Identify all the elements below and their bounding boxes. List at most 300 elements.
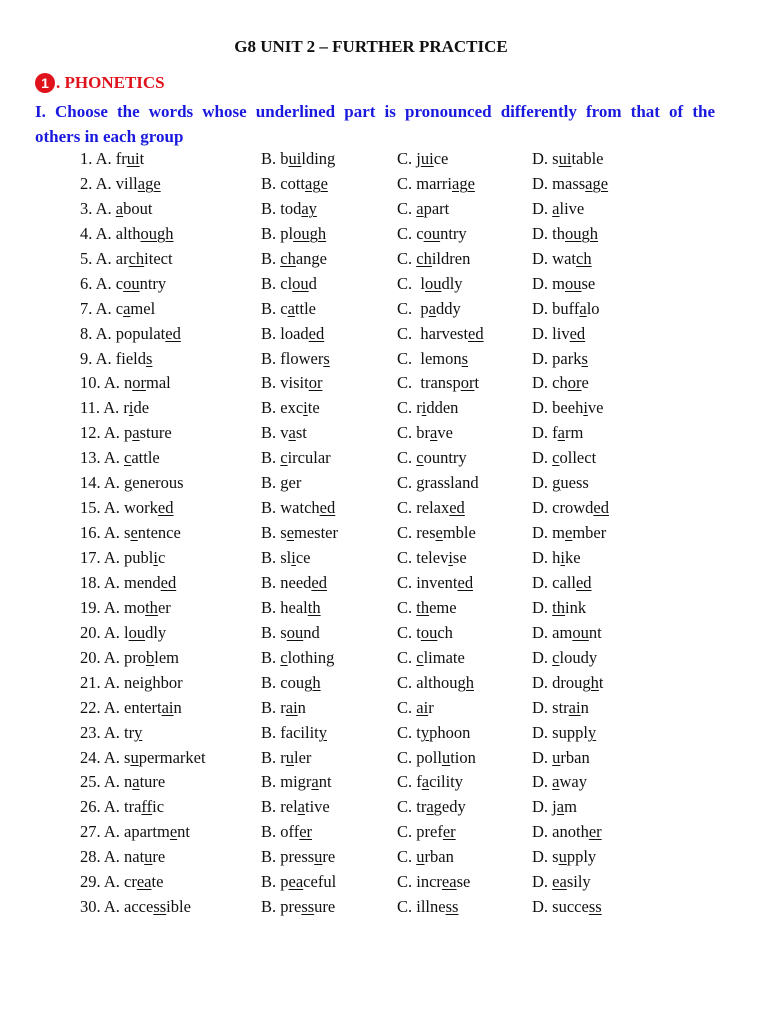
- option-a: [80, 820, 190, 845]
- word-part: C. lemon: [397, 348, 462, 368]
- option-b: [261, 396, 320, 421]
- word-part: d: [308, 273, 317, 293]
- underlined-part: u: [552, 747, 561, 767]
- underlined-part: gh: [304, 672, 321, 692]
- question-number: 8.: [80, 323, 96, 343]
- option-d: [532, 347, 588, 372]
- word-part: ible: [166, 897, 191, 917]
- option-d: [532, 396, 604, 421]
- underlined-part: u: [558, 847, 567, 867]
- option-c: [397, 322, 484, 347]
- word-part: phoon: [429, 722, 471, 742]
- underlined-part: ss: [445, 897, 459, 917]
- word-part: D. drou: [532, 672, 583, 692]
- question-row: [0, 621, 768, 646]
- word-part: C.: [397, 198, 417, 218]
- word-part: way: [559, 772, 587, 792]
- word-part: D. j: [532, 797, 557, 817]
- option-b: [261, 870, 336, 895]
- underlined-part: g: [552, 473, 561, 493]
- word-part: A. work: [103, 498, 158, 518]
- question-number: 20.: [80, 647, 104, 667]
- option-c: [397, 546, 467, 571]
- option-a: [80, 721, 142, 746]
- underlined-part: ss: [153, 897, 167, 917]
- option-b: [261, 172, 328, 197]
- word-part: C. r: [397, 398, 422, 418]
- word-part: B. p: [261, 872, 289, 892]
- option-c: [397, 895, 458, 920]
- option-c: [397, 347, 468, 372]
- option-c: [397, 721, 470, 746]
- word-part: B.: [261, 248, 281, 268]
- option-a: [80, 646, 179, 671]
- word-part: enerous: [132, 473, 184, 493]
- option-a: [80, 396, 149, 421]
- word-part: ve: [587, 398, 604, 418]
- underlined-part: a: [311, 772, 319, 792]
- underlined-part: ou: [565, 273, 582, 293]
- word-part: C.: [397, 697, 417, 717]
- section-number-badge: 1: [35, 73, 55, 93]
- option-d: [532, 446, 596, 471]
- word-part: nd: [303, 622, 320, 642]
- word-part: ircular: [287, 448, 331, 468]
- question-row: [0, 396, 768, 421]
- option-b: [261, 895, 335, 920]
- underlined-part: ui: [558, 149, 572, 168]
- option-d: [532, 845, 596, 870]
- section-heading: [35, 73, 165, 93]
- option-b: [261, 646, 334, 671]
- underlined-part: th: [552, 597, 566, 617]
- underlined-part: age: [137, 173, 161, 193]
- page-title: G8 UNIT 2 – FURTHER PRACTICE: [234, 37, 508, 56]
- word-part: limate: [423, 647, 465, 667]
- word-part: D. call: [532, 572, 576, 592]
- underlined-part: s: [146, 348, 153, 368]
- word-part: C. telev: [397, 548, 449, 567]
- option-c: [397, 297, 461, 322]
- option-d: [532, 197, 584, 222]
- word-part: A. s: [103, 523, 131, 543]
- word-part: ountry: [423, 448, 467, 468]
- word-part: D. m: [532, 523, 565, 543]
- underlined-part: ough: [293, 223, 327, 243]
- option-c: [397, 197, 449, 222]
- option-d: [532, 721, 596, 746]
- question-list: [0, 147, 768, 920]
- word-part: ddy: [435, 298, 461, 318]
- word-part: pply: [566, 847, 597, 867]
- question-number: 2.: [80, 173, 96, 193]
- option-d: [532, 795, 577, 820]
- question-number: 20.: [80, 622, 104, 642]
- word-part: A. entert: [103, 697, 162, 717]
- word-part: B. s: [261, 622, 287, 642]
- underlined-part: ui: [126, 149, 140, 168]
- underlined-part: ui: [420, 149, 434, 168]
- question-number: 16.: [80, 523, 104, 543]
- option-b: [261, 446, 331, 471]
- word-part: bout: [123, 198, 153, 218]
- word-part: attle: [131, 448, 160, 468]
- word-part: dly: [441, 273, 463, 293]
- option-c: [397, 421, 453, 446]
- underlined-part: c: [416, 448, 424, 468]
- option-a: [80, 272, 166, 297]
- word-part: B. r: [261, 747, 286, 767]
- word-part: er: [288, 473, 302, 493]
- word-part: dden: [426, 398, 459, 418]
- question-number: 29.: [80, 872, 104, 892]
- word-part: ce: [433, 149, 449, 168]
- underlined-part: th: [307, 597, 321, 617]
- option-c: [397, 696, 434, 721]
- word-part: nt: [318, 772, 332, 792]
- word-part: ink: [565, 597, 587, 617]
- word-part: D. liv: [532, 323, 570, 343]
- word-part: C. relax: [397, 498, 450, 518]
- underlined-part: ch: [128, 248, 145, 268]
- word-part: se: [581, 273, 596, 293]
- word-part: c: [157, 548, 166, 567]
- question-number: 6.: [80, 273, 96, 293]
- word-part: B. pl: [261, 223, 294, 243]
- word-part: B. off: [261, 822, 300, 842]
- underlined-part: e: [565, 523, 573, 543]
- question-number: 30.: [80, 897, 104, 917]
- underlined-part: a: [428, 298, 436, 318]
- option-c: [397, 247, 470, 272]
- word-part: B. r: [261, 697, 286, 717]
- underlined-part: ff: [141, 797, 153, 817]
- option-b: [261, 746, 311, 771]
- question-number: 12.: [80, 423, 104, 443]
- underlined-part: c: [280, 647, 288, 667]
- word-part: B. cou: [261, 672, 305, 692]
- option-b: [261, 671, 321, 696]
- underlined-part: ed: [311, 572, 327, 592]
- word-part: C. j: [397, 149, 421, 168]
- word-part: rassland: [424, 473, 479, 493]
- option-c: [397, 371, 479, 396]
- word-part: te: [307, 398, 320, 418]
- underlined-part: b: [146, 647, 155, 667]
- word-part: lem: [154, 647, 180, 667]
- option-d: [532, 895, 602, 920]
- option-a: [80, 371, 171, 396]
- option-c: [397, 222, 467, 247]
- word-part: C. illne: [397, 897, 446, 917]
- option-d: [532, 222, 598, 247]
- question-row: [0, 721, 768, 746]
- option-b: [261, 820, 312, 845]
- word-part: D. suppl: [532, 722, 588, 742]
- underlined-part: ss: [588, 897, 602, 917]
- question-row: [0, 247, 768, 272]
- word-part: D. succe: [532, 897, 589, 917]
- question-number: 11.: [80, 398, 104, 418]
- word-part: live: [559, 198, 585, 218]
- question-row: [0, 322, 768, 347]
- word-part: B. heal: [261, 597, 308, 617]
- underlined-part: e: [130, 523, 138, 543]
- underlined-part: ea: [552, 872, 567, 892]
- word-part: lding: [301, 149, 336, 168]
- word-part: D. beeh: [532, 398, 584, 418]
- word-part: A. nat: [103, 847, 145, 867]
- word-part: A. vill: [95, 173, 138, 193]
- word-part: B. flower: [261, 348, 324, 368]
- option-b: [261, 621, 320, 646]
- word-part: A. populat: [95, 323, 166, 343]
- word-part: B.: [261, 647, 281, 667]
- underlined-part: age: [305, 173, 328, 193]
- underlined-part: gh: [457, 672, 474, 692]
- word-part: cility: [429, 772, 463, 792]
- word-part: D. ch: [532, 373, 568, 393]
- option-a: [80, 546, 165, 571]
- question-number: 13.: [80, 448, 104, 468]
- underlined-part: a: [123, 298, 131, 318]
- word-part: permarket: [138, 747, 206, 767]
- word-part: D. anoth: [532, 822, 589, 842]
- option-d: [532, 496, 609, 521]
- underlined-part: g: [124, 473, 133, 493]
- word-part: C. incr: [397, 872, 442, 892]
- question-row: [0, 795, 768, 820]
- word-part: se: [456, 872, 471, 892]
- option-a: [80, 297, 155, 322]
- word-part: B. facilit: [261, 722, 319, 742]
- question-row: [0, 197, 768, 222]
- word-part: er: [157, 597, 171, 617]
- underlined-part: ou: [423, 223, 441, 243]
- underlined-part: gh: [582, 672, 599, 692]
- word-part: ic: [152, 797, 165, 817]
- option-d: [532, 671, 604, 696]
- option-d: [532, 147, 604, 172]
- option-c: [397, 172, 475, 197]
- option-a: [80, 770, 165, 795]
- word-part: itect: [144, 248, 173, 268]
- word-part: A. ar: [95, 248, 129, 268]
- word-part: A. c: [95, 298, 124, 318]
- question-number: 15.: [80, 498, 104, 518]
- underlined-part: c: [416, 647, 424, 667]
- underlined-part: a: [132, 772, 140, 792]
- option-a: [80, 322, 181, 347]
- option-a: [80, 222, 174, 247]
- option-c: [397, 272, 463, 297]
- underlined-part: c: [280, 448, 288, 468]
- underlined-part: a: [287, 298, 295, 318]
- underlined-part: ed: [569, 323, 586, 343]
- underlined-part: a: [115, 198, 124, 218]
- word-part: D. crowd: [532, 498, 594, 518]
- word-part: sture: [139, 423, 172, 443]
- question-number: 4.: [80, 223, 96, 243]
- question-row: [0, 496, 768, 521]
- question-number: 1.: [80, 149, 96, 168]
- underlined-part: c: [124, 448, 132, 468]
- word-part: A. field: [95, 348, 146, 368]
- option-c: [397, 746, 476, 771]
- option-a: [80, 471, 184, 496]
- option-c: [397, 621, 453, 646]
- underlined-part: th: [145, 597, 158, 617]
- question-row: [0, 746, 768, 771]
- word-part: r: [428, 697, 434, 717]
- option-b: [261, 845, 335, 870]
- option-b: [261, 795, 330, 820]
- underlined-part: ea: [441, 872, 457, 892]
- underlined-part: ed: [308, 323, 325, 343]
- question-row: [0, 696, 768, 721]
- word-part: C. l: [397, 273, 425, 293]
- option-c: [397, 571, 473, 596]
- word-part: lo: [586, 298, 600, 318]
- word-part: A. n: [103, 373, 133, 393]
- instruction-line-1: I. Choose the words whose underlined part is pronounced differently from that of the: [35, 102, 715, 121]
- underlined-part: ay: [301, 198, 317, 218]
- question-row: [0, 446, 768, 471]
- instruction-line-2: others in each group: [35, 127, 184, 146]
- underlined-part: a: [421, 772, 430, 792]
- underlined-part: er: [588, 822, 602, 842]
- underlined-part: a: [416, 198, 424, 218]
- option-a: [80, 895, 191, 920]
- underlined-part: u: [441, 747, 451, 767]
- word-part: lothing: [287, 647, 335, 667]
- word-part: C. t: [397, 722, 421, 742]
- option-b: [261, 546, 311, 571]
- option-b: [261, 571, 327, 596]
- underlined-part: i: [583, 398, 588, 418]
- word-part: A. publ: [103, 548, 154, 567]
- underlined-part: or: [567, 373, 582, 393]
- word-part: ntence: [137, 523, 181, 543]
- underlined-part: ai: [161, 697, 174, 717]
- question-row: [0, 845, 768, 870]
- word-part: uess: [560, 473, 589, 493]
- word-part: te: [151, 872, 164, 892]
- underlined-part: y: [587, 722, 597, 742]
- word-part: de: [133, 398, 150, 418]
- word-part: A. s: [103, 747, 131, 767]
- word-part: D. m: [532, 273, 565, 293]
- underlined-part: ough: [140, 223, 174, 243]
- option-c: [397, 671, 474, 696]
- option-d: [532, 322, 585, 347]
- option-b: [261, 496, 335, 521]
- word-part: D.: [532, 198, 553, 218]
- underlined-part: a: [132, 423, 140, 443]
- question-number: 7.: [80, 298, 96, 318]
- question-row: [0, 521, 768, 546]
- word-part: B. need: [261, 572, 312, 592]
- underlined-part: ou: [292, 273, 309, 293]
- word-part: C. marri: [397, 173, 452, 193]
- question-row: [0, 820, 768, 845]
- underlined-part: y: [134, 722, 143, 742]
- option-a: [80, 596, 171, 621]
- question-row: [0, 770, 768, 795]
- word-part: B. exc: [261, 398, 304, 418]
- question-number: 3.: [80, 198, 96, 218]
- word-part: D.: [532, 772, 553, 792]
- word-part: ange: [295, 248, 327, 268]
- word-part: ve: [437, 423, 453, 443]
- word-part: D. buff: [532, 298, 580, 318]
- underlined-part: e: [169, 822, 178, 842]
- word-part: B. rel: [261, 797, 298, 817]
- word-part: B. cl: [261, 273, 293, 293]
- word-part: D.: [532, 597, 553, 617]
- word-part: D.: [532, 872, 553, 892]
- option-c: [397, 845, 454, 870]
- underlined-part: c: [552, 448, 560, 468]
- option-d: [532, 870, 591, 895]
- word-part: D. s: [532, 149, 559, 168]
- option-a: [80, 671, 183, 696]
- option-b: [261, 222, 326, 247]
- word-part: C. c: [397, 223, 424, 243]
- underlined-part: g: [280, 473, 289, 493]
- word-part: A.: [95, 198, 116, 218]
- option-d: [532, 696, 589, 721]
- question-number: 26.: [80, 797, 104, 817]
- option-b: [261, 247, 327, 272]
- option-d: [532, 546, 581, 571]
- word-part: tion: [450, 747, 476, 767]
- underlined-part: ch: [280, 248, 296, 268]
- underlined-part: ed: [593, 498, 609, 518]
- question-number: 21.: [80, 672, 104, 692]
- word-part: rban: [424, 847, 454, 867]
- word-part: D. h: [532, 548, 561, 567]
- word-part: D.: [532, 448, 553, 468]
- word-part: A. mo: [103, 597, 146, 617]
- word-part: A. pro: [103, 647, 147, 667]
- question-number: 27.: [80, 822, 104, 842]
- word-part: B. press: [261, 847, 315, 867]
- word-part: ceful: [303, 872, 337, 892]
- word-part: e: [581, 373, 589, 393]
- word-part: mester: [294, 523, 338, 543]
- word-part: C. invent: [397, 572, 458, 592]
- question-row: [0, 671, 768, 696]
- underlined-part: i: [560, 548, 566, 567]
- option-d: [532, 646, 597, 671]
- underlined-part: ou: [424, 273, 442, 293]
- option-a: [80, 746, 206, 771]
- underlined-part: ou: [286, 622, 304, 642]
- option-c: [397, 496, 465, 521]
- question-row: [0, 347, 768, 372]
- word-part: D. s: [532, 847, 559, 867]
- option-a: [80, 247, 173, 272]
- option-a: [80, 571, 176, 596]
- underlined-part: u: [130, 747, 139, 767]
- option-c: [397, 646, 465, 671]
- question-number: 14.: [80, 473, 104, 493]
- underlined-part: ed: [468, 323, 484, 343]
- underlined-part: a: [552, 198, 560, 218]
- option-b: [261, 371, 322, 396]
- question-number: 17.: [80, 548, 104, 567]
